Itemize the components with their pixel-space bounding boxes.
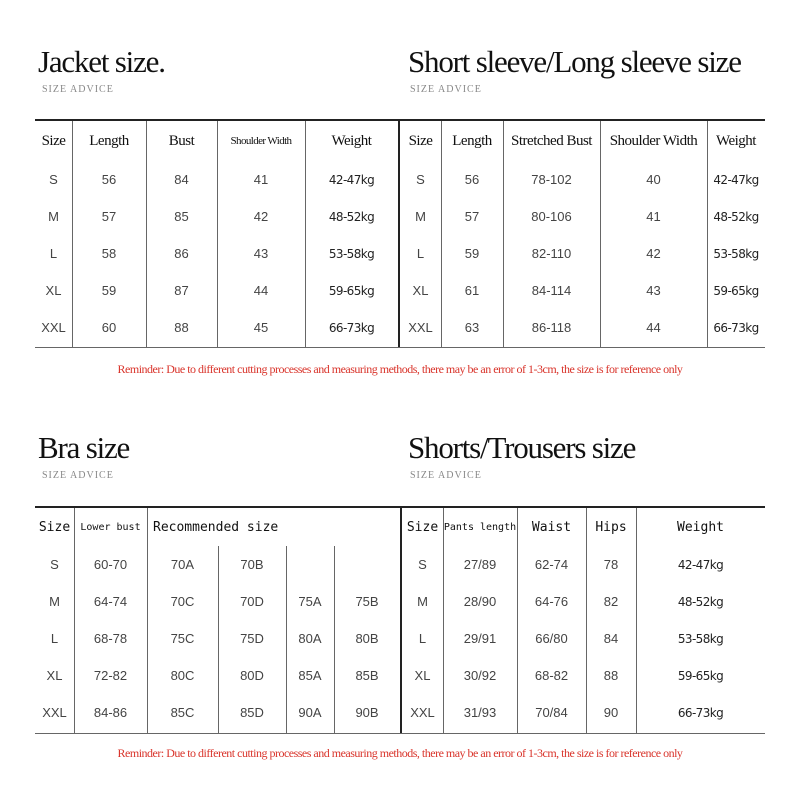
- table-row: [35, 546, 400, 583]
- col-header-weight: Weight: [716, 132, 756, 149]
- table-cell: 68-78: [93, 631, 128, 646]
- col-header-size: Size: [38, 519, 71, 535]
- table-cell: S: [50, 557, 59, 572]
- table-row: [35, 620, 400, 657]
- table-cell: 88: [603, 668, 619, 683]
- table-cell: 42: [646, 246, 661, 261]
- table-cell: M: [417, 594, 428, 609]
- table-row: [402, 583, 765, 620]
- table-cell: 44: [646, 320, 661, 335]
- table-header-row: [35, 508, 400, 546]
- table-cell: 53-58kg: [328, 246, 375, 261]
- col-header-recommended-size: Recommended size: [153, 519, 279, 535]
- table-cell: 42-47kg: [677, 557, 724, 572]
- table-cell: 70/84: [535, 705, 568, 720]
- table-cell: 90: [603, 705, 619, 720]
- table-cell: 59-65kg: [677, 668, 724, 683]
- table-cell: 70A: [170, 557, 195, 572]
- shorts-size-title: Shorts/Trousers size: [408, 430, 636, 465]
- col-header-shoulder-width: Shoulder Width: [230, 135, 292, 147]
- col-header-length: Length: [452, 132, 492, 149]
- table-cell: XL: [45, 283, 62, 298]
- col-header-size: Size: [41, 132, 66, 149]
- table-cell: 60: [101, 320, 117, 335]
- table-cell: 70D: [240, 594, 264, 609]
- table-header-row: [35, 121, 398, 161]
- table-cell: 80C: [170, 668, 195, 683]
- col-header-size: Size: [406, 519, 439, 535]
- jacket-size-table: [35, 121, 398, 346]
- bra-size-subtitle: SIZE ADVICE: [42, 470, 114, 481]
- table-cell: XXL: [408, 320, 433, 335]
- table-cell: 78-102: [531, 172, 572, 187]
- shorts-size-table: [402, 508, 765, 731]
- table-cell: L: [50, 631, 59, 646]
- table-cell: 86-118: [531, 320, 572, 335]
- table-cell: 41: [253, 172, 269, 187]
- table-row: [400, 235, 765, 272]
- table-cell: 80A: [298, 631, 322, 646]
- table-row: [400, 161, 765, 198]
- table-row: [402, 620, 765, 657]
- jacket-size-subtitle: SIZE ADVICE: [42, 84, 114, 95]
- table-cell: 82-110: [531, 246, 572, 261]
- table-cell: 40: [646, 172, 661, 187]
- table-cell: 45: [253, 320, 269, 335]
- table-cell: 68-82: [534, 668, 569, 683]
- table-cell: 48-52kg: [328, 209, 375, 224]
- table-cell: 66-73kg: [713, 320, 759, 335]
- table-cell: 62-74: [534, 557, 569, 572]
- table-cell: 87: [174, 283, 189, 298]
- table-cell: 64-74: [93, 594, 128, 609]
- shorts-size-subtitle: SIZE ADVICE: [410, 470, 482, 481]
- table-cell: 29/91: [463, 631, 497, 646]
- table-cell: 84-114: [531, 283, 572, 298]
- table-cell: 84: [174, 172, 189, 187]
- table-row: [402, 546, 765, 583]
- table-cell: 85C: [170, 705, 195, 720]
- table-cell: 59: [101, 283, 117, 298]
- col-header-hips: Hips: [595, 519, 627, 535]
- col-header-stretched-bust: Stretched Bust: [511, 132, 592, 149]
- table-cell: XXL: [42, 705, 67, 720]
- table-row: [35, 272, 398, 309]
- table-cell: 66-73kg: [677, 705, 724, 720]
- bra-size-title: Bra size: [38, 430, 130, 465]
- table-cell: 70C: [170, 594, 195, 609]
- table-cell: 31/93: [463, 705, 497, 720]
- table-cell: 70B: [240, 557, 264, 572]
- table-row: [400, 198, 765, 235]
- table-cell: 85A: [298, 668, 322, 683]
- table-cell: 44: [253, 283, 269, 298]
- table-cell: 80-106: [531, 209, 572, 224]
- sleeve-size-title: Short sleeve/Long sleeve size: [408, 44, 741, 79]
- table-cell: L: [49, 246, 58, 261]
- table-cell: XL: [412, 283, 429, 298]
- col-header-pants-length: Pants length: [443, 521, 517, 533]
- table-cell: 90B: [355, 705, 379, 720]
- reminder-note-top: Reminder: Due to different cutting processes and measuring methods, there may be an error of 1-3cm, the size is for reference only: [117, 362, 683, 376]
- table-cell: S: [418, 557, 427, 572]
- table-cell: 56: [464, 172, 480, 187]
- table-cell: 57: [101, 209, 117, 224]
- table-cell: S: [416, 172, 425, 187]
- table-row: [402, 657, 765, 694]
- table-cell: M: [48, 209, 59, 224]
- table-row: [35, 694, 400, 731]
- sleeve-size-subtitle: SIZE ADVICE: [410, 84, 482, 95]
- table-cell: L: [418, 631, 427, 646]
- table-cell: 61: [464, 283, 480, 298]
- table-cell: 57: [464, 209, 480, 224]
- col-header-shoulder-width: Shoulder Width: [609, 132, 698, 149]
- table-cell: 86: [174, 246, 189, 261]
- table-cell: 59: [464, 246, 480, 261]
- table-cell: 56: [101, 172, 117, 187]
- table-cell: 85: [174, 209, 189, 224]
- table-cell: 59-65kg: [328, 283, 375, 298]
- table-cell: 42: [253, 209, 269, 224]
- table-cell: M: [49, 594, 60, 609]
- reminder-note-bottom: Reminder: Due to different cutting processes and measuring methods, there may be an error of 1-3cm, the size is for reference only: [117, 746, 683, 760]
- table-cell: 80D: [240, 668, 264, 683]
- col-header-weight: Weight: [331, 132, 372, 149]
- table-cell: 42-47kg: [328, 172, 375, 187]
- table-cell: 30/92: [463, 668, 497, 683]
- table-row: [400, 272, 765, 309]
- table-cell: 78: [603, 557, 619, 572]
- table-cell: 43: [253, 246, 269, 261]
- table-cell: 48-52kg: [677, 594, 724, 609]
- table-cell: [286, 546, 334, 583]
- table-header-row: [402, 508, 765, 546]
- table-cell: 63: [464, 320, 480, 335]
- table-cell: 27/89: [463, 557, 497, 572]
- table-row: [400, 309, 765, 346]
- table-cell: 60-70: [93, 557, 128, 572]
- top-table-bottom-rule: [35, 347, 765, 348]
- table-header-row: [400, 121, 765, 161]
- table-row: [35, 657, 400, 694]
- table-cell: 90A: [298, 705, 322, 720]
- col-header-lower-bust: Lower bust: [80, 521, 141, 533]
- table-cell: 85D: [240, 705, 264, 720]
- table-cell: 53-58kg: [677, 631, 724, 646]
- col-header-bust: Bust: [168, 132, 195, 149]
- jacket-size-title: Jacket size.: [38, 44, 165, 79]
- table-cell: 48-52kg: [713, 209, 759, 224]
- table-cell: 80B: [355, 631, 379, 646]
- table-cell: 58: [101, 246, 117, 261]
- table-cell: 43: [646, 283, 661, 298]
- col-header-size: Size: [408, 132, 433, 149]
- table-cell: 84: [603, 631, 619, 646]
- table-cell: 75B: [355, 594, 379, 609]
- table-cell: 82: [603, 594, 619, 609]
- col-header-length: Length: [89, 132, 129, 149]
- table-cell: 75D: [240, 631, 264, 646]
- table-cell: 84-86: [93, 705, 128, 720]
- table-cell: 66/80: [535, 631, 568, 646]
- bra-size-table: [35, 508, 400, 731]
- table-cell: L: [416, 246, 425, 261]
- table-cell: XXL: [410, 705, 435, 720]
- table-cell: 75C: [170, 631, 195, 646]
- table-cell: 85B: [355, 668, 379, 683]
- table-row: [402, 694, 765, 731]
- table-row: [35, 583, 400, 620]
- table-cell: 64-76: [534, 594, 569, 609]
- table-row: [35, 161, 398, 198]
- table-cell: XXL: [41, 320, 66, 335]
- table-cell: M: [415, 209, 426, 224]
- table-cell: XL: [46, 668, 63, 683]
- table-cell: 72-82: [93, 668, 128, 683]
- table-cell: 88: [174, 320, 189, 335]
- table-cell: 53-58kg: [713, 246, 759, 261]
- table-cell: XL: [414, 668, 431, 683]
- table-cell: 59-65kg: [713, 283, 759, 298]
- bottom-table-bottom-rule: [35, 733, 765, 734]
- table-cell: 66-73kg: [328, 320, 375, 335]
- table-cell: 75A: [298, 594, 322, 609]
- table-row: [35, 235, 398, 272]
- table-cell: 41: [646, 209, 661, 224]
- col-header-waist: Waist: [531, 519, 572, 535]
- table-row: [35, 198, 398, 235]
- table-cell: S: [49, 172, 58, 187]
- sleeve-size-table: [400, 121, 765, 346]
- table-row: [35, 309, 398, 346]
- table-cell: 28/90: [463, 594, 497, 609]
- table-cell: [334, 546, 400, 583]
- table-cell: 42-47kg: [713, 172, 759, 187]
- col-header-weight: Weight: [677, 519, 724, 535]
